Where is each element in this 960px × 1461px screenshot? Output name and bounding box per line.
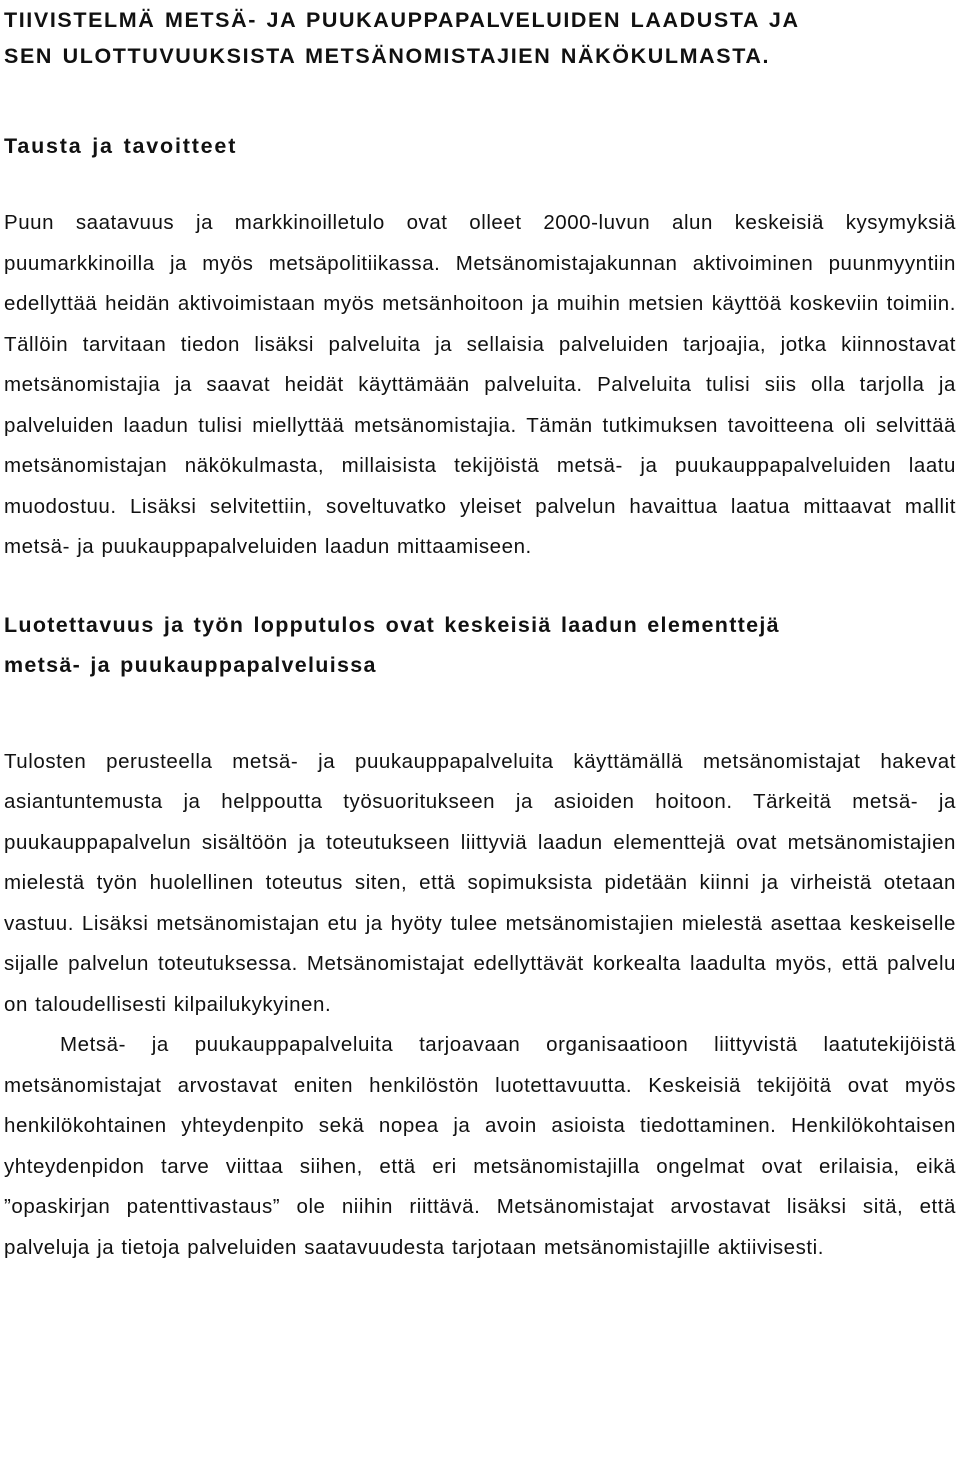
- results-paragraph-2: Metsä- ja puukauppapalveluita tarjoavaan organisaatioon liittyvistä laatutekijöistä metsänomistajat arvostavat eniten henkilöstön luotettavuutta. Keskeisiä tekijöitä ovat myös henkilökohtainen yhteydenpito sekä nopea ja avoin asioista tiedottaminen. Henkilökohtaisen yhteydenpidon tarve viittaa siihen, että eri metsänomistajilla ongelmat ovat erilaisia, eikä ”opaskirjan patenttivastaus” ole niihin riittävä. Metsänomistajat arvostavat lisäksi sitä, että palveluja ja tietoja palveluiden saatavuudesta tarjotaan metsänomistajille aktiivisesti.: [4, 1033, 956, 1259]
- section-heading-background: Tausta ja tavoitteet: [4, 134, 238, 158]
- document-title: [4, 0, 956, 74]
- section-heading-reliability-line-1: Luotettavuus ja työn lopputulos ovat keskeisiä laadun elementtejä: [4, 612, 780, 637]
- results-paragraph-1: Tulosten perusteella metsä- ja puukauppapalveluita käyttämällä metsänomistajat hakevat asiantuntemusta ja helppoutta työsuoritukseen ja asioiden hoitoon. Tärkeitä metsä- ja puukauppapalvelun sisältöön ja toteutukseen liittyviä laadun elementtejä ovat metsänomistajien mielestä työn huolellinen toteutus siten, että sopimuksista pidetään kiinni ja virheistä otetaan vastuu. Lisäksi metsänomistajan etu ja hyöty tulee metsänomistajien mielestä asettaa keskeiselle sijalle palvelun toteutuksessa. Metsänomistajat edellyttävät korkealta laadulta myös, että palvelu on taloudellisesti kilpailukykyinen.: [4, 749, 956, 1016]
- document-title-line-1: TIIVISTELMÄ METSÄ- JA PUUKAUPPAPALVELUIDEN LAADUSTA JA: [4, 8, 800, 32]
- document-title-line-2: SEN ULOTTUVUUKSISTA METSÄNOMISTAJIEN NÄKÖKULMASTA.: [4, 44, 771, 68]
- section-heading-reliability: [4, 605, 956, 685]
- background-paragraph: Puun saatavuus ja markkinoilletulo ovat olleet 2000-luvun alun keskeisiä kysymyksiä puumarkkinoilla ja myös metsäpolitiikassa. Metsänomistajakunnan aktivoiminen puunmyyntiin edellyttää heidän aktivoimistaan myös metsänhoitoon ja muihin metsien käyttöä koskeviin toimiin. Tällöin tarvitaan tiedon lisäksi palveluita ja sellaisia palveluiden tarjoajia, jotka kiinnostavat metsänomistajia ja saavat heidät käyttämään palveluita. Palveluita tulisi siis olla tarjolla ja palveluiden laadun tulisi miellyttää metsänomistajia. Tämän tutkimuksen tavoitteena oli selvittää metsänomistajan näkökulmasta, millaisista tekijöistä metsä- ja puukauppapalveluiden laatu muodostuu. Lisäksi selvitettiin, soveltuvatko yleiset palvelun havaittua laatua mittaavat mallit metsä- ja puukauppapalveluiden laadun mittaamiseen.: [4, 211, 956, 558]
- section-heading-reliability-line-2: metsä- ja puukauppapalveluissa: [4, 652, 377, 677]
- document-page: [4, 0, 956, 1268]
